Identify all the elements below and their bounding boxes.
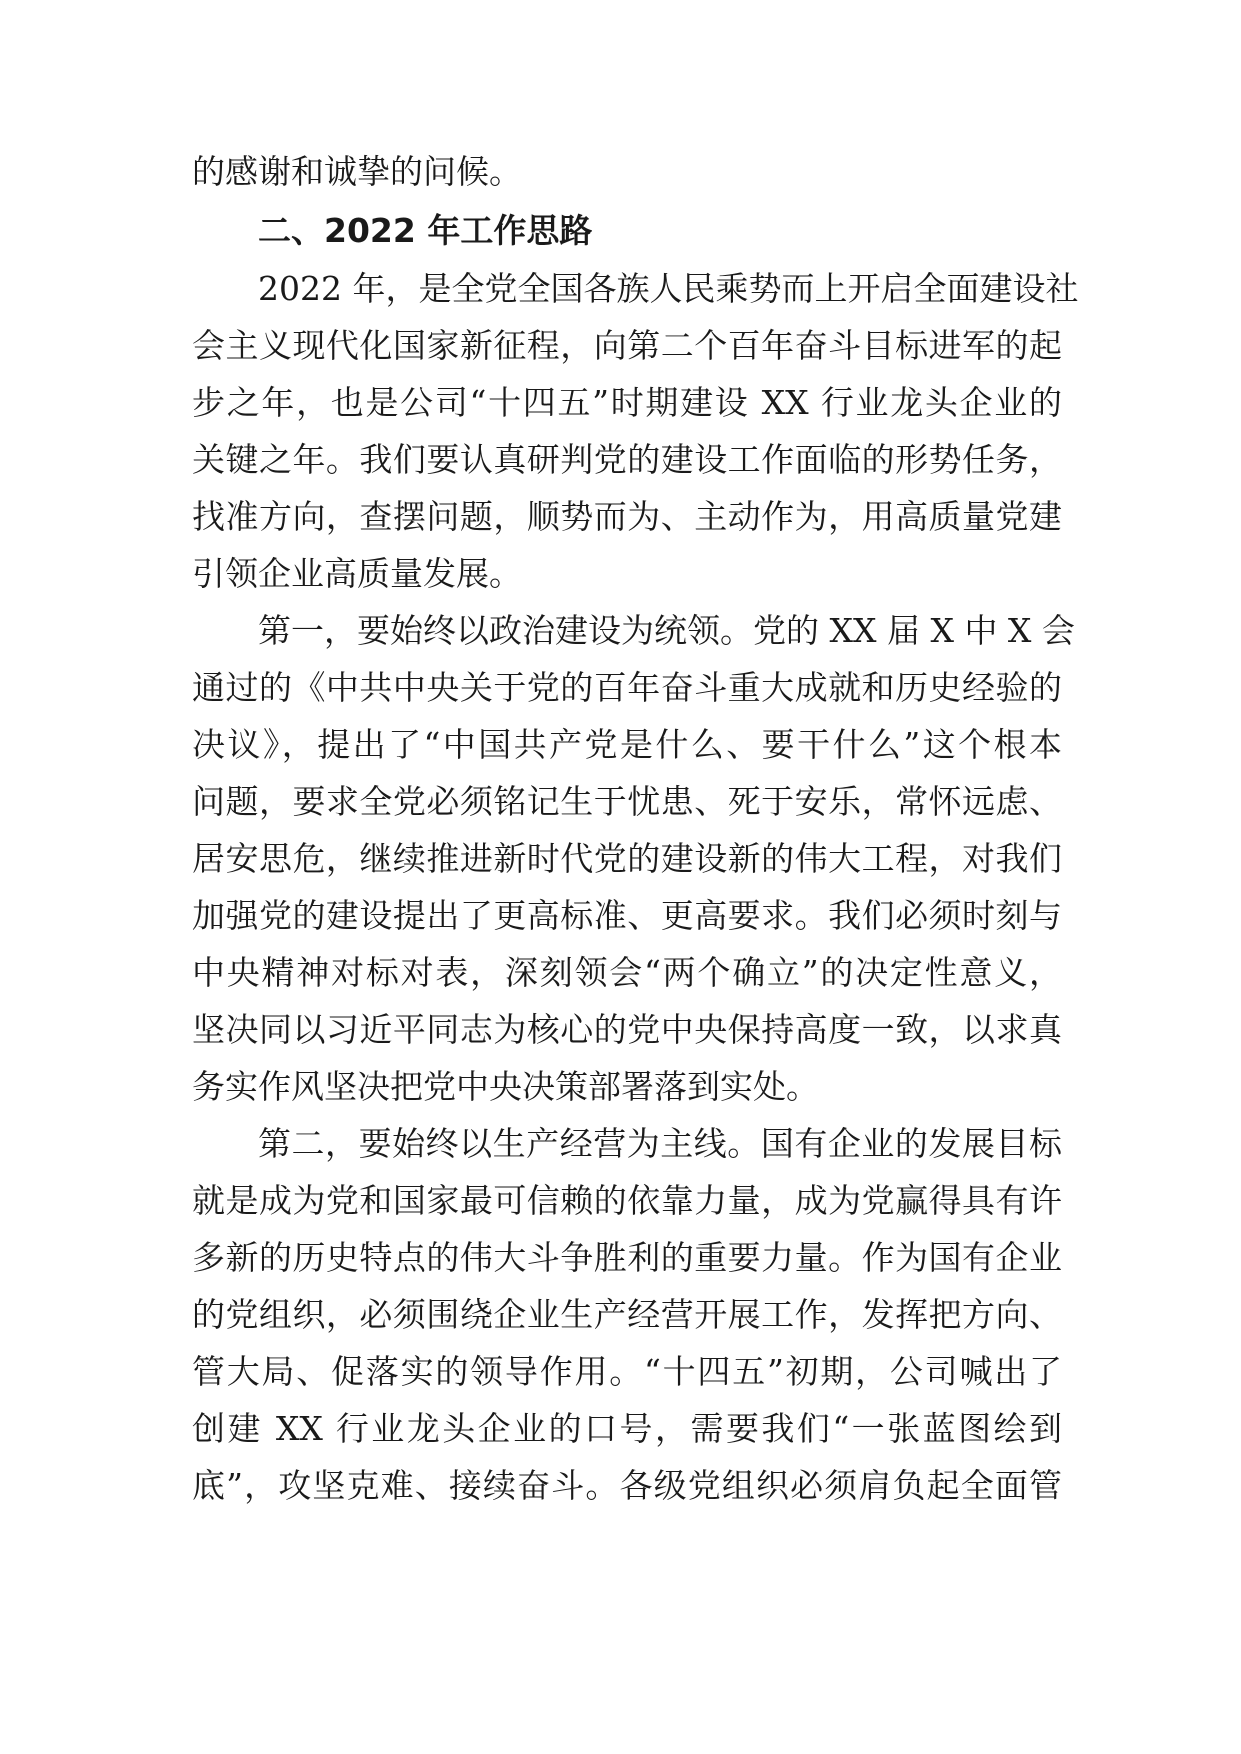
text-line: 会主义现代化国家新征程，向第二个百年奋斗目标进军的起 [192,326,1062,365]
text-line: 关键之年。我们要认真研判党的建设工作面临的形势任务， [192,440,1062,479]
text-line: 创建 XX 行业龙头企业的口号，需要我们“一张蓝图绘到 [192,1409,1062,1448]
text-line: 管大局、促落实的领导作用。“十四五”初期，公司喊出了 [192,1352,1062,1391]
text-line: 找准方向，查摆问题，顺势而为、主动作为，用高质量党建 [192,497,1062,536]
text-line: 务实作风坚决把党中央决策部署落到实处。 [192,1067,819,1106]
text-line: 居安思危，继续推进新时代党的建设新的伟大工程，对我们 [192,839,1062,878]
text-line: 多新的历史特点的伟大斗争胜利的重要力量。作为国有企业 [192,1238,1062,1277]
text-line: 通过的《中共中央关于党的百年奋斗重大成就和历史经验的 [192,668,1062,707]
text-line: 第二，要始终以生产经营为主线。国有企业的发展目标 [258,1124,1062,1163]
text-line: 问题，要求全党必须铭记生于忧患、死于安乐，常怀远虑、 [192,782,1062,821]
text-line: 决议》，提出了“中国共产党是什么、要干什么”这个根本 [192,725,1062,764]
text-line: 2022 年，是全党全国各族人民乘势而上开启全面建设社 [258,269,1079,308]
text-line: 中央精神对标对表，深刻领会“两个确立”的决定性意义， [192,953,1062,992]
text-line: 就是成为党和国家最可信赖的依靠力量，成为党赢得具有许 [192,1181,1062,1220]
text-line: 底”，攻坚克难、接续奋斗。各级党组织必须肩负起全面管 [192,1466,1062,1505]
text-line: 第一，要始终以政治建设为统领。党的 XX 届 X 中 X 会 [258,611,1075,650]
text-line: 坚决同以习近平同志为核心的党中央保持高度一致，以求真 [192,1010,1062,1049]
text-line: 步之年，也是公司“十四五”时期建设 XX 行业龙头企业的 [192,383,1062,422]
text-line: 加强党的建设提出了更高标准、更高要求。我们必须时刻与 [192,896,1062,935]
section-heading: 二、2022 年工作思路 [258,211,593,250]
text-line: 引领企业高质量发展。 [192,554,522,593]
text-line: 的党组织，必须围绕企业生产经营开展工作，发挥把方向、 [192,1295,1062,1334]
text-line: 的感谢和诚挚的问候。 [192,152,522,191]
